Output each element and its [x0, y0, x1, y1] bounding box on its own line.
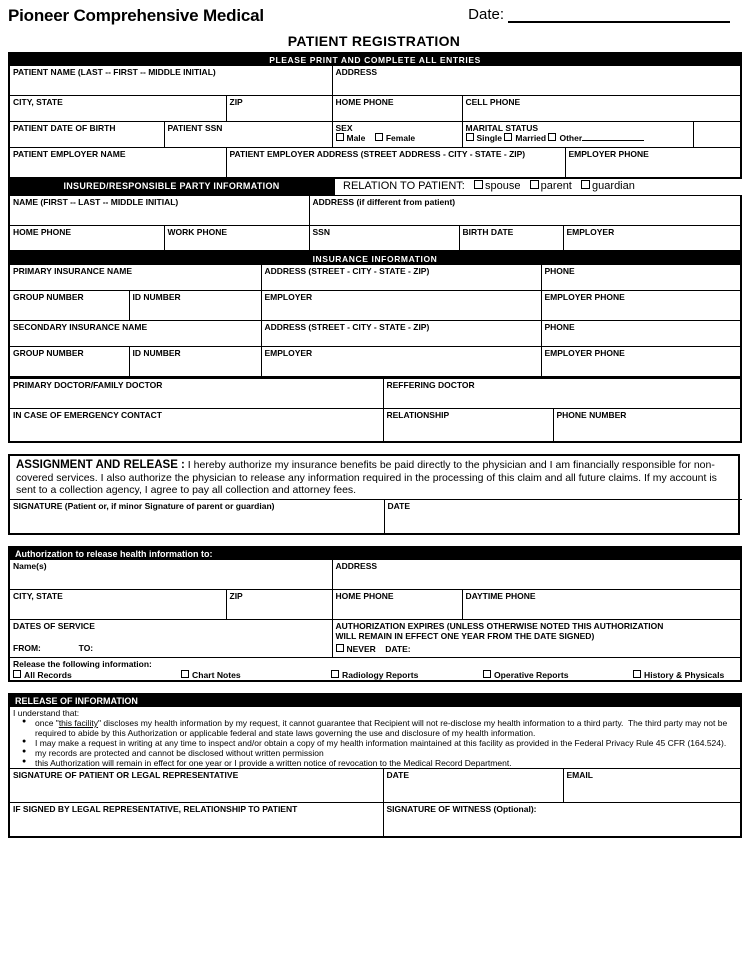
patient-city-state-cell[interactable]: CITY, STATE — [9, 96, 226, 122]
primary-insurance-address-cell[interactable]: ADDRESS (STREET - CITY - STATE - ZIP) — [261, 265, 541, 291]
release-options-group — [13, 670, 737, 680]
insurance-banner-row — [9, 253, 741, 265]
never-option-group — [336, 644, 738, 654]
spacer-3 — [8, 682, 740, 693]
relation-option-parent[interactable]: parent — [530, 180, 572, 192]
page-title: PATIENT REGISTRATION — [287, 33, 461, 49]
roi-bullet-list — [13, 718, 737, 768]
emergency-contact-row — [9, 408, 741, 442]
insured-employer-cell[interactable]: EMPLOYER — [563, 225, 741, 251]
roi-text-cell — [9, 707, 741, 769]
insured-contact-row — [9, 225, 741, 251]
marital-status-label: MARITAL STATUS — [465, 123, 539, 133]
marital-options — [466, 133, 690, 143]
patient-ssn-cell[interactable]: PATIENT SSN — [164, 122, 332, 148]
patient-zip-cell[interactable]: ZIP — [226, 96, 332, 122]
assignment-release-text — [10, 456, 738, 499]
authorization-release-table — [8, 546, 742, 682]
patient-employer-row — [9, 148, 741, 178]
checkbox-icon[interactable] — [375, 133, 383, 141]
marital-option-married[interactable]: Married — [504, 133, 546, 143]
referring-doctor-cell[interactable]: REFFERING DOCTOR — [383, 378, 741, 408]
primary-insurance-name-cell[interactable]: PRIMARY INSURANCE NAME — [9, 265, 261, 291]
checkbox-icon[interactable] — [466, 133, 474, 141]
patient-employer-address-cell[interactable]: PATIENT EMPLOYER ADDRESS (STREET ADDRESS - CITY - STATE - ZIP) — [226, 148, 565, 178]
release-of-information-banner: RELEASE OF INFORMATION — [9, 694, 741, 707]
patient-cell-phone-cell[interactable]: CELL PHONE — [462, 96, 741, 122]
roi-bullet-3: ● my records are protected and cannot be disclosed without written permission — [35, 748, 737, 758]
secondary-employer-phone-cell[interactable]: EMPLOYER PHONE — [541, 347, 741, 377]
primary-group-row — [9, 291, 741, 321]
patient-dob-sex-row — [9, 122, 741, 148]
relation-option-spouse[interactable]: spouse — [474, 180, 520, 192]
this-facility-underlined: this facility — [58, 718, 99, 728]
roi-legal-rep-relationship-cell[interactable]: IF SIGNED BY LEGAL REPRESENTATIVE, RELATIONSHIP TO PATIENT — [9, 803, 383, 837]
please-print-banner: PLEASE PRINT AND COMPLETE ALL ENTRIES — [9, 53, 741, 66]
patient-sex-cell — [332, 122, 462, 148]
insured-name-cell[interactable]: NAME (FIRST -- LAST -- MIDDLE INITIAL) — [9, 195, 309, 225]
insured-work-phone-cell[interactable]: WORK PHONE — [164, 225, 309, 251]
authorization-names-row — [9, 560, 741, 590]
sex-option-female[interactable]: Female — [375, 133, 415, 143]
sex-option-male[interactable]: Male — [336, 133, 366, 143]
authorization-zip-cell[interactable]: ZIP — [226, 590, 332, 620]
authorization-names-cell[interactable]: Name(s) — [9, 560, 332, 590]
relation-to-patient-group — [335, 179, 740, 195]
roi-bullet-1: ● once "this facility" discloses my health information by my request, it cannot guarantee that Recipient will not re-disclose my health information to a third party. The third party may not be required to abide by this Authorization or applicable federal and state laws governing the use and disclosure of my health information. — [35, 718, 737, 738]
emergency-contact-cell[interactable]: IN CASE OF EMERGENCY CONTACT — [9, 408, 383, 442]
checkbox-icon[interactable] — [474, 180, 483, 189]
authorization-expires-cell — [332, 620, 741, 658]
secondary-employer-cell[interactable]: EMPLOYER — [261, 347, 541, 377]
patient-employer-phone-cell[interactable]: EMPLOYER PHONE — [565, 148, 741, 178]
release-option-radiology-reports[interactable]: Radiology Reports — [331, 670, 483, 680]
insured-ssn-cell[interactable]: SSN — [309, 225, 459, 251]
release-option-operative-reports[interactable]: Operative Reports — [483, 670, 633, 680]
primary-doctor-cell[interactable]: PRIMARY DOCTOR/FAMILY DOCTOR — [9, 378, 383, 408]
primary-group-number-cell[interactable]: GROUP NUMBER — [9, 291, 129, 321]
roi-signature-patient-cell[interactable]: SIGNATURE OF PATIENT OR LEGAL REPRESENTATIVE — [9, 769, 383, 803]
checkbox-icon[interactable] — [633, 670, 641, 678]
never-option[interactable]: NEVER — [336, 644, 376, 654]
dates-of-service-label: DATES OF SERVICE — [13, 621, 95, 631]
checkbox-icon[interactable] — [483, 670, 491, 678]
primary-employer-cell[interactable]: EMPLOYER — [261, 291, 541, 321]
spacer-2 — [8, 535, 740, 546]
expires-line-1: AUTHORIZATION EXPIRES (UNLESS OTHERWISE NOTED THIS AUTHORIZATION — [335, 621, 664, 631]
primary-insurance-phone-cell[interactable]: PHONE — [541, 265, 741, 291]
date-from-label: FROM: — [13, 643, 41, 653]
roi-legal-rep-row — [9, 803, 741, 837]
date-field-group — [468, 6, 730, 23]
release-option-history-physicals[interactable]: History & Physicals — [633, 670, 724, 680]
patient-address-cell[interactable]: ADDRESS — [332, 66, 741, 96]
assignment-signature-table — [10, 499, 742, 534]
roi-intro: I understand that: — [13, 708, 80, 718]
authorization-address-cell[interactable]: ADDRESS — [332, 560, 741, 590]
patient-name-cell[interactable]: PATIENT NAME (LAST -- FIRST -- MIDDLE INITIAL) — [9, 66, 332, 96]
relation-label: RELATION TO PATIENT: — [343, 179, 465, 192]
roi-date-cell[interactable]: DATE — [383, 769, 563, 803]
patient-marital-spare-cell — [693, 122, 741, 148]
emergency-relationship-cell[interactable]: RELATIONSHIP — [383, 408, 553, 442]
authorization-city-row — [9, 590, 741, 620]
assignment-signature-cell[interactable]: SIGNATURE (Patient or, if minor Signature of parent or guardian) — [10, 499, 384, 533]
dates-of-service-cell[interactable] — [9, 620, 332, 658]
please-print-banner-row — [9, 53, 741, 66]
release-following-cell — [9, 658, 741, 682]
insured-home-phone-cell[interactable]: HOME PHONE — [9, 225, 164, 251]
insured-address-cell[interactable]: ADDRESS (if different from patient) — [309, 195, 741, 225]
checkbox-icon[interactable] — [13, 670, 21, 678]
form-header — [8, 6, 740, 32]
release-option-all-records[interactable]: All Records — [13, 670, 181, 680]
sex-options — [336, 133, 459, 143]
assignment-date-cell[interactable]: DATE — [384, 499, 742, 533]
checkbox-icon[interactable] — [331, 670, 339, 678]
relation-option-guardian[interactable]: guardian — [581, 180, 635, 192]
assignment-body: I hereby authorize my insurance benefits be paid directly to the physician and I am financially responsible for non-covered services. I also authorize the physician to release any information required in the processing of this claim and all future claims. If my account is sent to a collection agency, I agree to pay all collection and attorney fees. — [16, 459, 717, 496]
patient-dob-cell[interactable]: PATIENT DATE OF BIRTH — [9, 122, 164, 148]
expires-line-2: WILL REMAIN IN EFFECT ONE YEAR FROM THE DATE SIGNED) — [335, 631, 595, 641]
primary-id-number-cell[interactable]: ID NUMBER — [129, 291, 261, 321]
secondary-id-number-cell[interactable]: ID NUMBER — [129, 347, 261, 377]
doctor-emergency-table — [8, 378, 742, 444]
checkbox-icon[interactable] — [581, 180, 590, 189]
assignment-signature-row — [10, 499, 742, 533]
patient-name-address-row — [9, 66, 741, 96]
patient-information-table — [8, 52, 742, 179]
primary-employer-phone-cell[interactable]: EMPLOYER PHONE — [541, 291, 741, 321]
patient-marital-cell — [462, 122, 693, 148]
authorization-dates-row — [9, 620, 741, 658]
authorization-city-state-cell[interactable]: CITY, STATE — [9, 590, 226, 620]
dates-from-to — [13, 643, 329, 653]
insured-birth-date-cell[interactable]: BIRTH DATE — [459, 225, 563, 251]
authorization-release-banner: Authorization to release health information to: — [9, 547, 741, 560]
primary-insurance-row — [9, 265, 741, 291]
secondary-insurance-address-cell[interactable]: ADDRESS (STREET - CITY - STATE - ZIP) — [261, 321, 541, 347]
emergency-phone-cell[interactable]: PHONE NUMBER — [553, 408, 741, 442]
sex-label: SEX — [335, 123, 353, 133]
release-option-chart-notes[interactable]: Chart Notes — [181, 670, 331, 680]
roi-witness-signature-cell[interactable]: SIGNATURE OF WITNESS (Optional): — [383, 803, 741, 837]
insurance-information-table — [8, 252, 742, 378]
checkbox-icon[interactable] — [530, 180, 539, 189]
authorization-banner-row — [9, 547, 741, 560]
checkbox-icon[interactable] — [504, 133, 512, 141]
insurance-information-banner: INSURANCE INFORMATION — [9, 253, 741, 265]
never-date-label[interactable]: DATE: — [385, 644, 411, 654]
patient-employer-name-cell[interactable]: PATIENT EMPLOYER NAME — [9, 148, 226, 178]
checkbox-icon[interactable] — [336, 133, 344, 141]
checkbox-icon[interactable] — [548, 133, 556, 141]
patient-home-phone-cell[interactable]: HOME PHONE — [332, 96, 462, 122]
secondary-insurance-name-cell[interactable]: SECONDARY INSURANCE NAME — [9, 321, 261, 347]
date-input-line[interactable] — [508, 8, 730, 23]
release-following-row — [9, 658, 741, 682]
marital-other-input-line[interactable] — [582, 133, 644, 141]
roi-banner-row — [9, 694, 741, 707]
insured-party-table — [8, 195, 742, 253]
doctor-row — [9, 378, 741, 408]
roi-email-cell[interactable]: EMAIL — [563, 769, 741, 803]
release-following-label: Release the following information: — [13, 659, 152, 669]
marital-option-other[interactable]: Other — [548, 133, 644, 143]
roi-text-row — [9, 707, 741, 769]
secondary-group-number-cell[interactable]: GROUP NUMBER — [9, 347, 129, 377]
roi-signature-row — [9, 769, 741, 803]
secondary-group-row — [9, 347, 741, 377]
release-of-information-table — [8, 693, 742, 838]
insured-name-address-row — [9, 195, 741, 225]
clinic-name: Pioneer Comprehensive Medical — [8, 6, 264, 25]
marital-option-single[interactable]: Single — [466, 133, 503, 143]
checkbox-icon[interactable] — [181, 670, 189, 678]
insured-party-banner: INSURED/RESPONSIBLE PARTY INFORMATION — [8, 179, 335, 195]
secondary-insurance-row — [9, 321, 741, 347]
date-to-label: TO: — [78, 643, 94, 653]
authorization-home-phone-cell[interactable]: HOME PHONE — [332, 590, 462, 620]
roi-bullet-4: ● this Authorization will remain in effect for one year or I provide a written notice of revocation to the Medical Record Department. — [35, 758, 737, 768]
date-label: Date: — [468, 6, 504, 23]
secondary-insurance-phone-cell[interactable]: PHONE — [541, 321, 741, 347]
assignment-release-block — [8, 454, 740, 535]
patient-city-row — [9, 96, 741, 122]
assignment-heading: ASSIGNMENT AND RELEASE : — [16, 459, 185, 471]
checkbox-icon[interactable] — [336, 644, 344, 652]
authorization-daytime-phone-cell[interactable]: DAYTIME PHONE — [462, 590, 741, 620]
spacer-1 — [8, 443, 740, 454]
insured-relation-strip — [8, 179, 740, 195]
roi-bullet-2: ● I may make a request in writing at any time to inspect and/or obtain a copy of my health information maintained at this facility as provided in the Federal Privacy Rule 45 CFR (164.524). — [35, 738, 737, 748]
